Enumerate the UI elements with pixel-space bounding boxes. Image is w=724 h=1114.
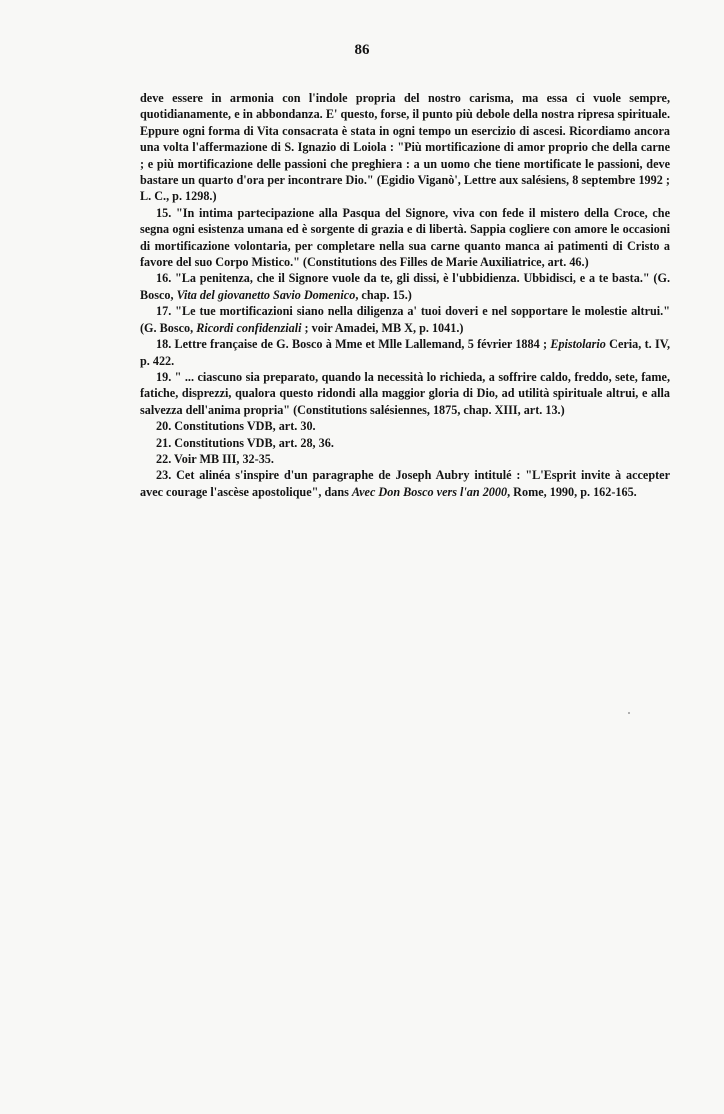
note-23-text: 23. Cet alinéa s'inspire d'un paragraphe de Joseph Aubry intitulé : "L'Esprit invite à accepter avec courage l'ascèse apostolique", dans <box>140 468 670 499</box>
note-continuation: deve essere in armonia con l'indole propria del nostro carisma, ma essa ci vuole sempre, quotidianamente, e in abbondanza. E' questo, forse, il punto più debole della nostra ripresa spirituale. Eppure ogni forma di Vita consacrata è stata in ogni tempo un esercizio di ascesi. Ricordiamo ancora una volta l'affermazione di S. Ignazio di Loiola : "Più mortificazione di amor proprio che della carne ; e più mortificazione delle passioni che preghiera : a un uomo che tiene mortificate le passioni, deve bastare un quarto d'ora per incontrare Dio." (Egidio Viganò', Lettre aux salésiens, 8 septembre 1992 ; L. C., p. 1298.) <box>140 91 670 204</box>
note-15: 15. "In intima partecipazione alla Pasqua del Signore, viva con fede il mistero della Croce, che segna ogni esistenza umana ed è sorgente di grazia e di libertà. Sappia cogliere con amore le occasioni di mortificazione volontaria, per completare nella sua carne quanto manca ai patimenti di Cristo a favore del suo Corpo Mistico." (Constitutions des Filles de Marie Auxiliatrice, art. 46.) <box>140 205 670 270</box>
note-16-title: Vita del giovanetto Savio Domenico <box>176 287 356 302</box>
note-20: 20. Constitutions VDB, art. 30. <box>156 419 316 434</box>
note-18-title: Epistolario <box>550 337 606 352</box>
note-17-ref: ; voir Amadei, MB X, p. 1041.) <box>301 320 464 335</box>
note-21: 21. Constitutions VDB, art. 28, 36. <box>156 435 334 450</box>
footnotes-block <box>140 90 670 500</box>
note-19: 19. " ... ciascuno sia preparato, quando la necessità lo richieda, a soffrire caldo, freddo, sete, fame, fatiche, disprezzi, qualora questo ridondi alla maggior gloria di Dio, ad utilità spirituale altrui, e alla salvezza dell'anima propria" (Constitutions salésiennes, 1875, chap. XIII, art. 13.) <box>140 369 670 417</box>
note-17 <box>140 303 670 336</box>
note-17-title: Ricordi confidenziali <box>196 320 302 335</box>
note-22: 22. Voir MB III, 32-35. <box>156 451 274 466</box>
note-23 <box>140 467 670 500</box>
scan-speck <box>628 712 630 714</box>
note-17-text: 17. "Le tue mortificazioni siano nella diligenza a' tuoi doveri e nel sopportare le molestie altrui." (G. Bosco, <box>140 304 670 335</box>
page-number: 86 <box>354 42 370 58</box>
note-18-text: 18. Lettre française de G. Bosco à Mme et Mlle Lallemand, 5 février 1884 ; <box>156 337 551 352</box>
note-23-ref: , Rome, 1990, p. 162-165. <box>507 484 637 499</box>
note-23-title: Avec Don Bosco vers l'an 2000 <box>351 484 508 499</box>
note-18 <box>140 336 670 369</box>
note-18-ref: Ceria, t. IV, p. 422. <box>140 337 670 368</box>
note-16-ref: , chap. 15.) <box>355 287 412 302</box>
note-16-text: 16. "La penitenza, che il Signore vuole da te, gli dissi, è l'ubbidienza. Ubbidisci, e a te basta." (G. Bosco, <box>140 271 670 302</box>
note-16 <box>140 270 670 303</box>
